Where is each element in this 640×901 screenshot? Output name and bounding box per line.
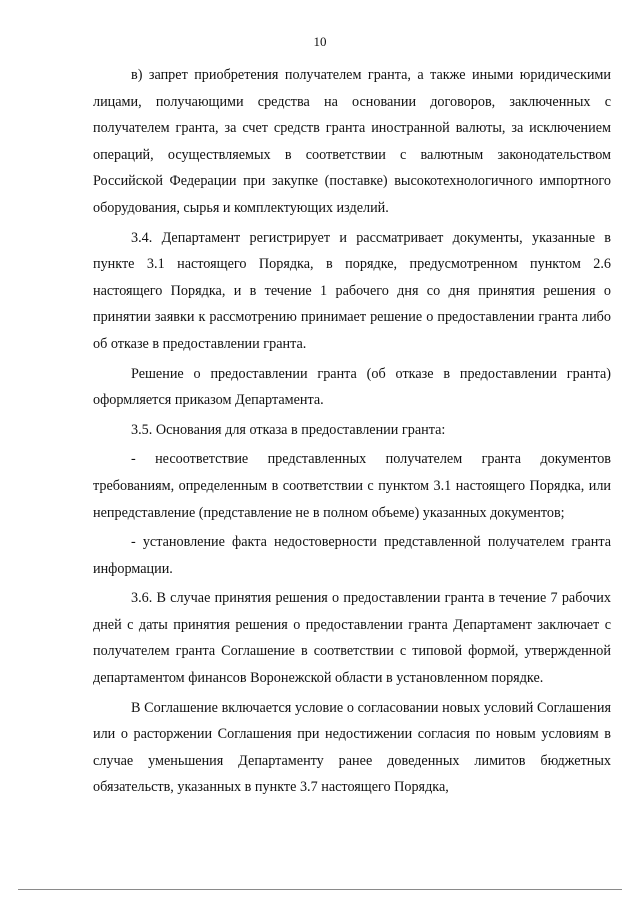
paragraph-agreement-condition: В Соглашение включается условие о согласовании новых условий Соглашения или о расторжении Соглашения при недостижении согласия по новым условиям в случае уменьшения Департаменту ранее доведенных лимитов бюджетных обязательств, указанных в пункте 3.7 настоящего Порядка, (93, 699, 611, 796)
paragraph-3-5: 3.5. Основания для отказа в предоставлении гранта: (131, 421, 446, 438)
paragraph-decision-order: Решение о предоставлении гранта (об отказе в предоставлении гранта) оформляется приказом Департамента. (93, 365, 611, 409)
paragraph-subitem-v: в) запрет приобретения получателем гранта, а также иными юридическими лицами, получающими средства на основании договоров, заключенных с получателем гранта, за счет средств гранта иностранной валюты, за исключением операций, осуществляемых в соответствии с валютным законодательством Российской Федерации при закупке (поставке) высокотехнологичного импортного оборудования, сырья и комплектующих изделий. (93, 67, 611, 216)
page-number: 10 (313, 34, 327, 49)
page-bottom-divider (18, 889, 622, 890)
paragraph-refusal-ground-2: - установление факта недостоверности представленной получателем гранта информации. (93, 534, 611, 577)
paragraph-3-4: 3.4. Департамент регистрирует и рассматривает документы, указанные в пункте 3.1 настоящего Порядка, в порядке, предусмотренном пунктом 2.6 настоящего Порядка, и в течение 1 рабочего дня со дня принятия решения о принятии заявки к рассмотрению принимает решение о предоставлении гранта либо об отказе в предоставлении гранта. (93, 229, 611, 352)
paragraph-refusal-ground-1: - несоответствие представленных получателем гранта документов требованиям, определенным в соответствии с пунктом 3.1 настоящего Порядка, или непредставление (представление не в полном объеме) указанных документов; (93, 451, 611, 521)
document-body (93, 62, 611, 801)
paragraph-3-6: 3.6. В случае принятия решения о предоставлении гранта в течение 7 рабочих дней с даты принятия решения о предоставлении гранта Департамент заключает с получателем гранта Соглашение в соответствии с типовой формой, утвержденной департаментом финансов Воронежской области в установленном порядке. (93, 590, 611, 687)
